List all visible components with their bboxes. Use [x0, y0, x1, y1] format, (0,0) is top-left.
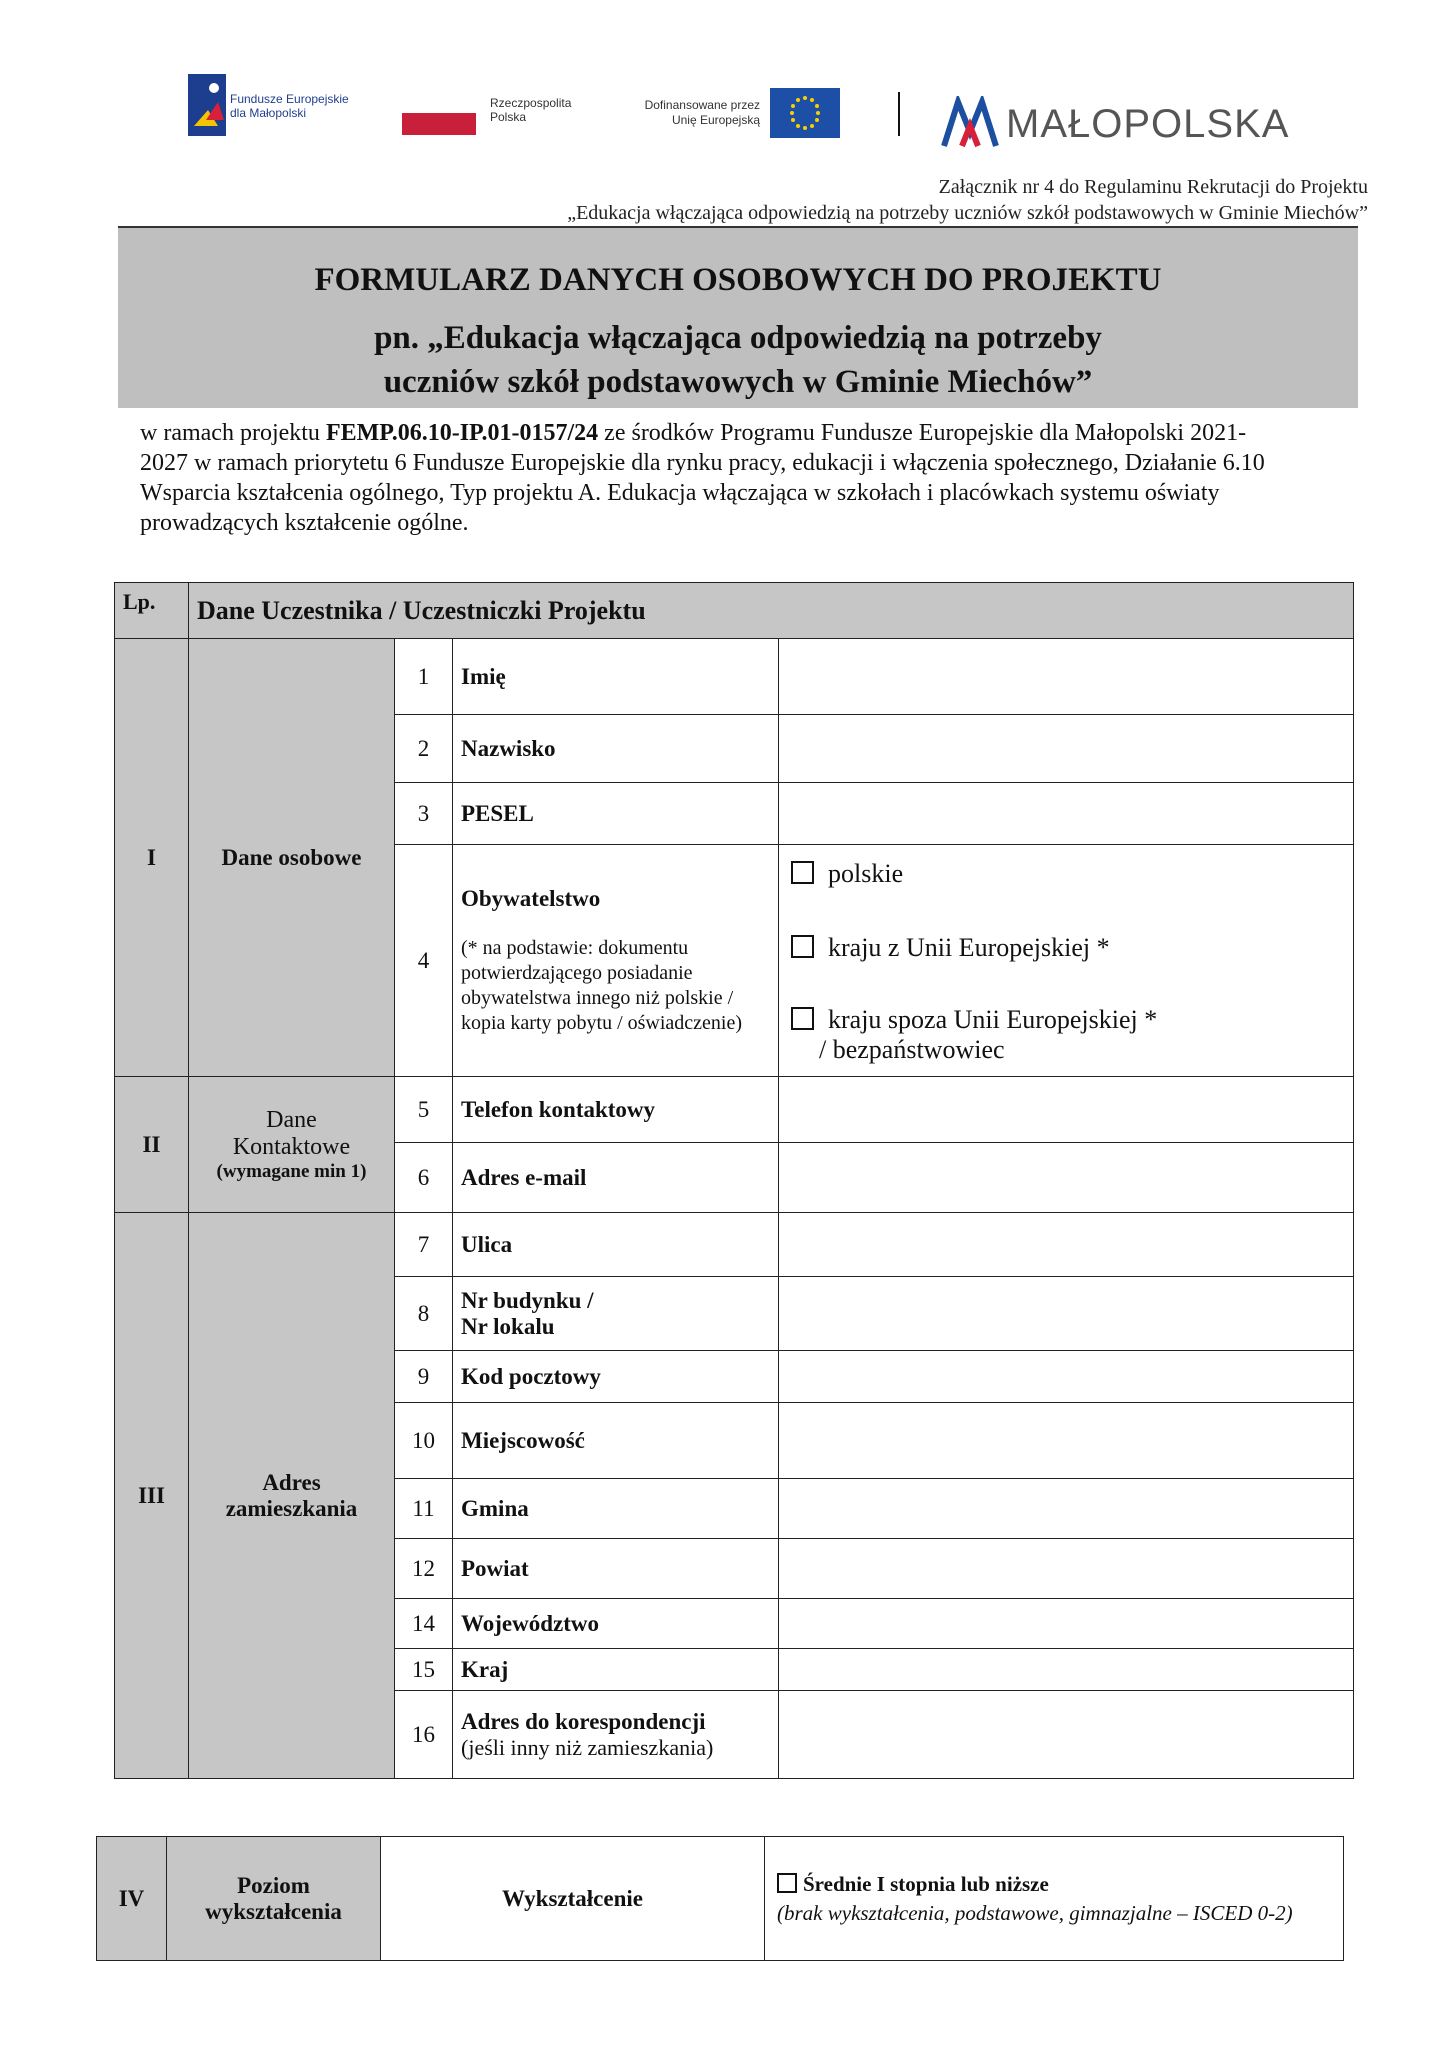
education-option[interactable] — [777, 1872, 1335, 1897]
field-6-label: Adres e-mail — [453, 1143, 779, 1213]
project-title-line2: uczniów szkół podstawowych w Gminie Miechów” — [383, 364, 1093, 400]
field-16-input[interactable] — [779, 1691, 1354, 1779]
field-8-label1: Nr budynku / — [461, 1287, 594, 1313]
project-title — [118, 316, 1358, 404]
field-5-label: Telefon kontaktowy — [453, 1077, 779, 1143]
intro-rest: ze środków Programu Fundusze Europejskie dla Małopolski 2021-2027 w ramach priorytetu 6 Fundusze Europejskie dla rynku pracy, edukacji i włączenia społecznego, Działanie 6.10 Wsparcia kształcenia ogólnego, Typ projektu A. Edukacja włączająca w szkołach i placówkach systemu oświaty prowadzących kształcenie ogólne. — [140, 420, 1265, 536]
field-12-input[interactable] — [779, 1539, 1354, 1599]
section-ii-label2: Kontaktowe — [232, 1133, 351, 1160]
field-12-num: 12 — [395, 1539, 453, 1599]
field-8-label2: Nr lokalu — [461, 1313, 555, 1339]
field-1-input[interactable] — [779, 639, 1354, 715]
field-1-label: Imię — [453, 639, 779, 715]
field-14-num: 14 — [395, 1599, 453, 1649]
field-1-num: 1 — [395, 639, 453, 715]
section-iv-label2: wykształcenia — [205, 1898, 342, 1924]
citizenship-option-eu-label: kraju z Unii Europejskiej * — [828, 932, 1110, 962]
citizenship-option-stateless-label: / bezpaństwowiec — [819, 1034, 1005, 1064]
field-16-label: Adres do korespondencji — [461, 1709, 706, 1734]
education-field-label: Wykształcenie — [381, 1837, 765, 1961]
field-16-num: 16 — [395, 1691, 453, 1779]
field-10-num: 10 — [395, 1403, 453, 1479]
fe-logo-line2: dla Małopolski — [230, 106, 307, 120]
fe-logo — [188, 74, 398, 136]
field-6-num: 6 — [395, 1143, 453, 1213]
field-7-label: Ulica — [453, 1213, 779, 1277]
field-5-input[interactable] — [779, 1077, 1354, 1143]
section-iii-roman: III — [115, 1213, 189, 1779]
checkbox-polish[interactable] — [791, 861, 814, 884]
annex-line2: „Edukacja włączająca odpowiedzią na potrzeby uczniów szkół podstawowych w Gminie Miechów” — [567, 202, 1368, 224]
field-14-label: Województwo — [453, 1599, 779, 1649]
form-title: FORMULARZ DANYCH OSOBOWYCH DO PROJEKTU — [314, 262, 1162, 298]
section-ii-roman: II — [115, 1077, 189, 1213]
rp-flag-icon — [402, 113, 476, 135]
field-12-label: Powiat — [453, 1539, 779, 1599]
section-ii-label1: Dane — [266, 1106, 317, 1133]
citizenship-option-polish-label: polskie — [828, 858, 904, 888]
field-15-num: 15 — [395, 1649, 453, 1691]
field-4-label: Obywatelstwo — [461, 885, 601, 911]
project-code: FEMP.06.10-IP.01-0157/24 — [325, 420, 599, 446]
citizenship-option-non-eu[interactable] — [791, 999, 1345, 1071]
field-11-label: Gmina — [453, 1479, 779, 1539]
eu-logo-line2: Unię Europejską — [671, 113, 760, 127]
section-i-label: Dane osobowe — [189, 639, 395, 1077]
education-table — [96, 1836, 1344, 1961]
education-option-label: Średnie I stopnia lub niższe — [803, 1871, 1049, 1896]
section-iii-label1: Adres — [262, 1469, 321, 1495]
eu-flag-icon — [770, 88, 840, 138]
field-3-num: 3 — [395, 783, 453, 845]
checkbox-eu[interactable] — [791, 935, 814, 958]
annex-line1: Załącznik nr 4 do Regulaminu Rekrutacji do Projektu — [938, 176, 1368, 198]
field-2-num: 2 — [395, 715, 453, 783]
field-8-num: 8 — [395, 1277, 453, 1351]
field-4-num: 4 — [395, 845, 453, 1077]
section-iv-label1: Poziom — [237, 1872, 310, 1898]
table-header: Dane Uczestnika / Uczestniczki Projektu — [189, 583, 1354, 639]
eu-logo — [620, 88, 850, 142]
education-checkbox[interactable] — [777, 1873, 797, 1893]
intro-prefix: w ramach projektu — [140, 420, 326, 446]
citizenship-option-polish[interactable] — [791, 851, 1345, 897]
section-i-roman: I — [115, 639, 189, 1077]
field-7-input[interactable] — [779, 1213, 1354, 1277]
fe-stars-icon — [188, 74, 226, 136]
field-15-input[interactable] — [779, 1649, 1354, 1691]
field-9-label: Kod pocztowy — [453, 1351, 779, 1403]
lp-header: Lp. — [115, 583, 189, 639]
field-14-input[interactable] — [779, 1599, 1354, 1649]
rp-logo-line1: Rzeczpospolita — [490, 96, 572, 110]
malopolska-logo — [940, 96, 1320, 156]
field-11-num: 11 — [395, 1479, 453, 1539]
field-9-num: 9 — [395, 1351, 453, 1403]
field-3-input[interactable] — [779, 783, 1354, 845]
rp-logo — [402, 88, 572, 136]
field-6-input[interactable] — [779, 1143, 1354, 1213]
field-8-input[interactable] — [779, 1277, 1354, 1351]
participant-data-table — [114, 582, 1354, 1779]
section-iii-label2: zamieszkania — [225, 1495, 358, 1521]
field-11-input[interactable] — [779, 1479, 1354, 1539]
field-4-note: (* na podstawie: dokumentu potwierdzającego posiadanie obywatelstwa innego niż polskie / kopia karty pobytu / oświadczenie) — [461, 936, 743, 1034]
field-16-note: (jeśli inny niż zamieszkania) — [461, 1735, 714, 1760]
field-5-num: 5 — [395, 1077, 453, 1143]
education-option-note: (brak wykształcenia, podstawowe, gimnazjalne – ISCED 0-2) — [777, 1900, 1293, 1925]
intro-text — [140, 418, 1290, 538]
malopolska-logo-text: MAŁOPOLSKA — [1006, 102, 1290, 146]
citizenship-option-non-eu-label: kraju spoza Unii Europejskiej * — [828, 1004, 1158, 1034]
rp-logo-line2: Polska — [490, 110, 527, 124]
project-title-line1: pn. „Edukacja włączająca odpowiedzią na potrzeby — [374, 320, 1102, 356]
fe-logo-line1: Fundusze Europejskie — [230, 92, 349, 106]
field-2-input[interactable] — [779, 715, 1354, 783]
section-iv-roman: IV — [97, 1837, 167, 1961]
section-ii-note: (wymagane min 1) — [216, 1160, 367, 1182]
eu-logo-line1: Dofinansowane przez — [644, 98, 760, 112]
field-3-label: PESEL — [453, 783, 779, 845]
field-10-input[interactable] — [779, 1403, 1354, 1479]
field-2-label: Nazwisko — [453, 715, 779, 783]
logo-separator — [898, 92, 900, 136]
field-7-num: 7 — [395, 1213, 453, 1277]
citizenship-option-eu[interactable] — [791, 925, 1345, 971]
malopolska-m-icon — [940, 96, 1000, 148]
annex-note — [400, 174, 1368, 226]
checkbox-non-eu[interactable] — [791, 1007, 814, 1030]
field-15-label: Kraj — [453, 1649, 779, 1691]
field-10-label: Miejscowość — [453, 1403, 779, 1479]
field-9-input[interactable] — [779, 1351, 1354, 1403]
